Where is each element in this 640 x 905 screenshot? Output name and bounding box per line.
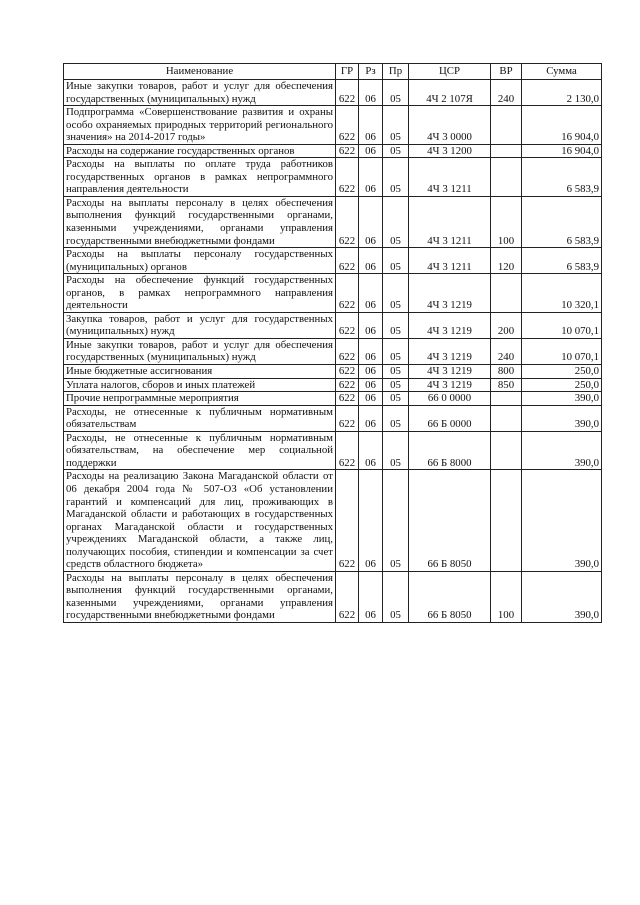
table-row [64, 248, 602, 274]
row-sum-cell: 390,0 [522, 405, 602, 431]
row-gr-cell: 622 [336, 312, 359, 338]
row-rz-cell: 06 [359, 338, 383, 364]
row-vr-cell: 240 [491, 338, 522, 364]
row-rz-cell: 06 [359, 196, 383, 247]
row-name-cell: Прочие непрограммные мероприятия [64, 392, 336, 406]
row-sum-cell: 390,0 [522, 431, 602, 470]
row-sum-cell: 6 583,9 [522, 248, 602, 274]
row-name-cell: Расходы на реализацию Закона Магаданской области от 06 декабря 2004 года № 507-ОЗ «Об установлении гарантий и компенсаций для лиц, проживающих в Магаданской области и работающих в государственных органах Магаданской области и государственных учреждениях Магаданской области, а также лиц, получающих пособия, стипендии и компенсации за счет средств областного бюджета» [64, 470, 336, 571]
row-rz-cell: 06 [359, 144, 383, 158]
row-gr-cell: 622 [336, 144, 359, 158]
row-csr-cell: 66 Б 8000 [409, 431, 491, 470]
row-sum-cell: 16 904,0 [522, 144, 602, 158]
table-row [64, 378, 602, 392]
row-pr-cell: 05 [383, 80, 409, 106]
row-sum-cell: 6 583,9 [522, 158, 602, 197]
row-rz-cell: 06 [359, 470, 383, 571]
row-vr-cell: 120 [491, 248, 522, 274]
row-name-cell: Уплата налогов, сборов и иных платежей [64, 378, 336, 392]
table-row [64, 106, 602, 145]
row-sum-cell: 390,0 [522, 571, 602, 622]
row-vr-cell [491, 158, 522, 197]
row-gr-cell: 622 [336, 431, 359, 470]
header-row [64, 64, 602, 80]
row-name-cell: Расходы на содержание государственных органов [64, 144, 336, 158]
row-sum-cell: 10 320,1 [522, 274, 602, 313]
row-name-cell: Расходы на обеспечение функций государственных органов, в рамках непрограммного направления деятельности [64, 274, 336, 313]
row-csr-cell: 4Ч 3 1200 [409, 144, 491, 158]
row-rz-cell: 06 [359, 405, 383, 431]
row-csr-cell: 66 0 0000 [409, 392, 491, 406]
row-csr-cell: 66 Б 0000 [409, 405, 491, 431]
row-pr-cell: 05 [383, 571, 409, 622]
table-row [64, 80, 602, 106]
row-name-cell: Расходы на выплаты персоналу в целях обеспечения выполнения функций государственными органами, казенными учреждениями, органами управления государственными внебюджетными фондами [64, 196, 336, 247]
row-csr-cell: 66 Б 8050 [409, 470, 491, 571]
row-vr-cell: 800 [491, 365, 522, 379]
row-gr-cell: 622 [336, 158, 359, 197]
row-name-cell: Расходы, не отнесенные к публичным нормативным обязательствам [64, 405, 336, 431]
table-row [64, 405, 602, 431]
table-row [64, 470, 602, 571]
table-row [64, 431, 602, 470]
row-vr-cell: 240 [491, 80, 522, 106]
row-name-cell: Расходы на выплаты персоналу государственных (муниципальных) органов [64, 248, 336, 274]
row-pr-cell: 05 [383, 338, 409, 364]
table-row [64, 158, 602, 197]
row-vr-cell [491, 144, 522, 158]
row-csr-cell: 4Ч 3 1211 [409, 248, 491, 274]
row-gr-cell: 622 [336, 470, 359, 571]
column-header-csr: ЦСР [409, 64, 491, 80]
column-header-vr: ВР [491, 64, 522, 80]
row-csr-cell: 4Ч 3 1219 [409, 378, 491, 392]
row-gr-cell: 622 [336, 365, 359, 379]
row-sum-cell: 390,0 [522, 470, 602, 571]
row-sum-cell: 16 904,0 [522, 106, 602, 145]
row-rz-cell: 06 [359, 80, 383, 106]
row-rz-cell: 06 [359, 392, 383, 406]
row-csr-cell: 4Ч 3 1219 [409, 312, 491, 338]
row-pr-cell: 05 [383, 470, 409, 571]
row-csr-cell: 66 Б 8050 [409, 571, 491, 622]
row-vr-cell [491, 470, 522, 571]
row-csr-cell: 4Ч 3 1219 [409, 274, 491, 313]
budget-table [63, 63, 602, 623]
row-pr-cell: 05 [383, 196, 409, 247]
column-header-pr: Пр [383, 64, 409, 80]
row-name-cell: Расходы, не отнесенные к публичным нормативным обязательствам, на обеспечение мер социальной поддержки [64, 431, 336, 470]
column-header-name: Наименование [64, 64, 336, 80]
row-sum-cell: 10 070,1 [522, 312, 602, 338]
table-row [64, 144, 602, 158]
row-vr-cell: 100 [491, 571, 522, 622]
row-csr-cell: 4Ч 3 1211 [409, 158, 491, 197]
row-csr-cell: 4Ч 2 107Я [409, 80, 491, 106]
row-csr-cell: 4Ч 3 1219 [409, 338, 491, 364]
row-sum-cell: 6 583,9 [522, 196, 602, 247]
table-row [64, 274, 602, 313]
row-pr-cell: 05 [383, 312, 409, 338]
table-row [64, 365, 602, 379]
row-name-cell: Подпрограмма «Совершенствование развития и охраны особо охраняемых природных территорий регионального значения» на 2014-2017 годы» [64, 106, 336, 145]
row-gr-cell: 622 [336, 80, 359, 106]
row-rz-cell: 06 [359, 106, 383, 145]
row-sum-cell: 250,0 [522, 378, 602, 392]
row-gr-cell: 622 [336, 338, 359, 364]
row-vr-cell [491, 405, 522, 431]
row-gr-cell: 622 [336, 196, 359, 247]
row-gr-cell: 622 [336, 274, 359, 313]
row-name-cell: Расходы на выплаты по оплате труда работников государственных органов в рамках непрограммного направления деятельности [64, 158, 336, 197]
row-name-cell: Иные закупки товаров, работ и услуг для обеспечения государственных (муниципальных) нужд [64, 80, 336, 106]
row-pr-cell: 05 [383, 274, 409, 313]
row-rz-cell: 06 [359, 378, 383, 392]
row-rz-cell: 06 [359, 158, 383, 197]
row-csr-cell: 4Ч 3 1211 [409, 196, 491, 247]
row-name-cell: Расходы на выплаты персоналу в целях обеспечения выполнения функций государственными органами, казенными учреждениями, органами управления государственными внебюджетными фондами [64, 571, 336, 622]
row-vr-cell [491, 392, 522, 406]
row-gr-cell: 622 [336, 248, 359, 274]
row-rz-cell: 06 [359, 274, 383, 313]
row-vr-cell: 200 [491, 312, 522, 338]
row-pr-cell: 05 [383, 392, 409, 406]
row-pr-cell: 05 [383, 144, 409, 158]
row-rz-cell: 06 [359, 312, 383, 338]
table-row [64, 312, 602, 338]
row-pr-cell: 05 [383, 378, 409, 392]
table-row [64, 338, 602, 364]
row-rz-cell: 06 [359, 248, 383, 274]
row-pr-cell: 05 [383, 248, 409, 274]
row-sum-cell: 10 070,1 [522, 338, 602, 364]
row-vr-cell [491, 106, 522, 145]
column-header-rz: Рз [359, 64, 383, 80]
table-row [64, 196, 602, 247]
row-rz-cell: 06 [359, 431, 383, 470]
row-vr-cell: 100 [491, 196, 522, 247]
column-header-gr: ГР [336, 64, 359, 80]
row-gr-cell: 622 [336, 106, 359, 145]
row-sum-cell: 390,0 [522, 392, 602, 406]
row-gr-cell: 622 [336, 378, 359, 392]
row-pr-cell: 05 [383, 158, 409, 197]
row-csr-cell: 4Ч 3 0000 [409, 106, 491, 145]
row-vr-cell [491, 274, 522, 313]
row-vr-cell [491, 431, 522, 470]
row-pr-cell: 05 [383, 365, 409, 379]
table-row [64, 392, 602, 406]
row-rz-cell: 06 [359, 571, 383, 622]
row-sum-cell: 2 130,0 [522, 80, 602, 106]
row-pr-cell: 05 [383, 405, 409, 431]
row-sum-cell: 250,0 [522, 365, 602, 379]
column-header-sum: Сумма [522, 64, 602, 80]
row-pr-cell: 05 [383, 106, 409, 145]
row-gr-cell: 622 [336, 405, 359, 431]
row-csr-cell: 4Ч 3 1219 [409, 365, 491, 379]
row-gr-cell: 622 [336, 392, 359, 406]
row-vr-cell: 850 [491, 378, 522, 392]
row-name-cell: Закупка товаров, работ и услуг для государственных (муниципальных) нужд [64, 312, 336, 338]
row-pr-cell: 05 [383, 431, 409, 470]
row-gr-cell: 622 [336, 571, 359, 622]
row-name-cell: Иные закупки товаров, работ и услуг для обеспечения государственных (муниципальных) нужд [64, 338, 336, 364]
row-name-cell: Иные бюджетные ассигнования [64, 365, 336, 379]
table-row [64, 571, 602, 622]
row-rz-cell: 06 [359, 365, 383, 379]
